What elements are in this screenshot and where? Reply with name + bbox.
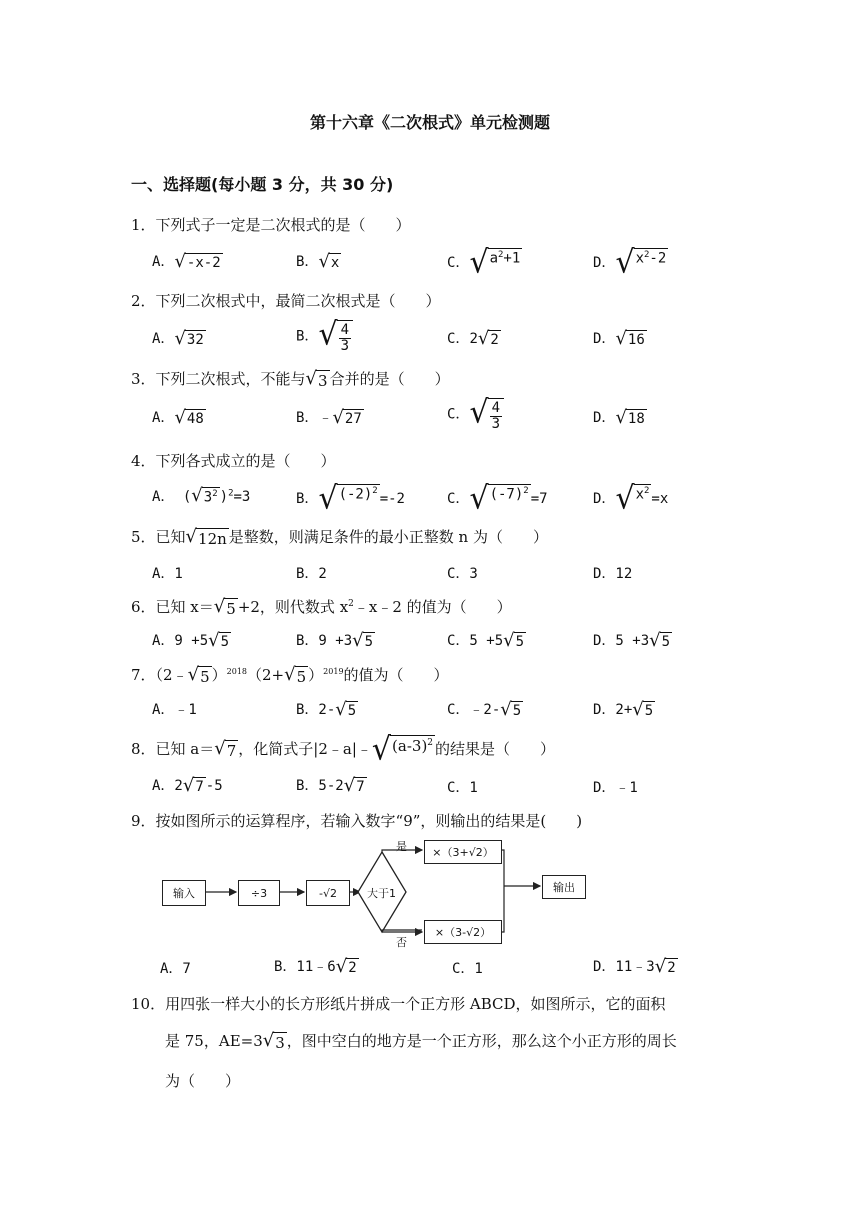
flow-subtract-box: -√2 bbox=[306, 880, 350, 906]
flow-multiply-bottom-box: ×（3-√2） bbox=[424, 920, 502, 944]
q7-option-d: D．2+ √ 5 bbox=[593, 698, 654, 720]
question-1: 1．下列式子一定是二次根式的是（ ） bbox=[131, 216, 411, 234]
flow-yes-label: 是 bbox=[396, 840, 407, 853]
question-7: 7．（2﹣ √ 5 ）$^{2018}$（2+ √ 5 ）$^{2019}$的值为（ ） bbox=[131, 664, 449, 687]
q5-option-a: A．1 bbox=[152, 566, 183, 582]
question-10-line-1: 10．用四张一样大小的长方形纸片拼成一个正方形 ABCD，如图所示，它的面积 bbox=[131, 995, 666, 1013]
q1-option-d: D． √ $x^2-2$ bbox=[593, 244, 667, 281]
q3-option-c: C． √ $\frac{4}{3}$ bbox=[447, 398, 504, 431]
q4-option-c: C． √ $(-7)^2$ =7 bbox=[447, 480, 548, 517]
q2-option-a: A． √ 32 bbox=[152, 327, 204, 349]
flow-input-box: 输入 bbox=[162, 880, 206, 906]
question-5: 5．已知 √ 12n 是整数，则满足条件的最小正整数 n 为（ ） bbox=[131, 526, 548, 549]
section-heading: 一、选择题(每小题 3 分，共 30 分) bbox=[131, 175, 394, 194]
q5-option-d: D．12 bbox=[593, 566, 633, 582]
q9-option-a: A．7 bbox=[160, 961, 191, 977]
question-3: 3．下列二次根式，不能与 √ 3 合并的是（ ） bbox=[131, 368, 450, 391]
q9-option-c: C．1 bbox=[452, 961, 483, 977]
q5-option-c: C．3 bbox=[447, 566, 478, 582]
q8-option-b: B．5-2 √ 7 bbox=[296, 774, 365, 796]
q2-option-b: B． √ $\frac{4}{3}$ bbox=[296, 320, 353, 353]
q7-option-a: A．﹣1 bbox=[152, 702, 197, 718]
flowchart bbox=[160, 838, 588, 949]
question-4: 4．下列各式成立的是（ ） bbox=[131, 452, 336, 470]
flow-multiply-top-box: ×（3+√2） bbox=[424, 840, 502, 864]
q6-option-a: A．9 +5 √ 5 bbox=[152, 629, 230, 651]
q9-option-b: B．11﹣6 √ 2 bbox=[274, 955, 357, 977]
q1-option-a: A． √ -x-2 bbox=[152, 250, 221, 272]
q3-option-a: A． √ 48 bbox=[152, 406, 204, 428]
q8-option-d: D．﹣1 bbox=[593, 780, 638, 796]
flow-divide-box: ÷3 bbox=[238, 880, 280, 906]
flow-output-box: 输出 bbox=[542, 875, 586, 899]
question-6: 6．已知 x＝ √ 5 +2，则代数式 $x^2﹣x﹣2$ 的值为（ ） bbox=[131, 596, 512, 619]
q6-option-c: C．5 +5 √ 5 bbox=[447, 629, 525, 651]
q6-option-b: B．9 +3 √ 5 bbox=[296, 629, 374, 651]
q7-option-c: C．﹣2- √ 5 bbox=[447, 698, 522, 720]
q9-option-d: D．11﹣3 √ 2 bbox=[593, 955, 676, 977]
q3-option-b: B．﹣ √ 27 bbox=[296, 406, 362, 428]
q8-option-a: A．2 √ 7 -5 bbox=[152, 774, 223, 796]
flow-no-label: 否 bbox=[396, 936, 407, 949]
page-title: 第十六章《二次根式》单元检测题 bbox=[309, 113, 550, 132]
q4-option-b: B． √ $(-2)^2$ =-2 bbox=[296, 480, 405, 517]
question-9: 9．按如图所示的运算程序，若输入数字“9”，则输出的结果是( ) bbox=[131, 812, 583, 830]
question-8: 8．已知 a＝ √ 7 ，化简式子|2﹣a|﹣ √ $(a-3)^2$ 的结果是（ ） bbox=[131, 731, 556, 768]
q2-option-d: D． √ 16 bbox=[593, 327, 645, 349]
question-10-line-2: 是 75，AE=3 √ 3 ，图中空白的地方是一个正方形，那么这个小正方形的周长 bbox=[165, 1030, 677, 1053]
q6-option-d: D．5 +3 √ 5 bbox=[593, 629, 671, 651]
q4-option-d: D． √ $x^2$ =x bbox=[593, 480, 669, 517]
q8-option-c: C．1 bbox=[447, 780, 478, 796]
q4-option-a: A． ( √ $3^2$ )$^2$=3 bbox=[152, 485, 251, 507]
q3-option-d: D． √ 18 bbox=[593, 406, 645, 428]
question-10-line-3: 为（ ） bbox=[165, 1072, 241, 1090]
q1-option-c: C． √ $a^2+1$ bbox=[447, 244, 521, 281]
q1-option-b: B． √ x bbox=[296, 250, 340, 272]
question-2: 2．下列二次根式中，最简二次根式是（ ） bbox=[131, 292, 441, 310]
q5-option-b: B．2 bbox=[296, 566, 327, 582]
q7-option-b: B．2- √ 5 bbox=[296, 698, 357, 720]
q2-option-c: C．2 √ 2 bbox=[447, 327, 499, 349]
flow-condition: 大于1 bbox=[367, 887, 396, 900]
